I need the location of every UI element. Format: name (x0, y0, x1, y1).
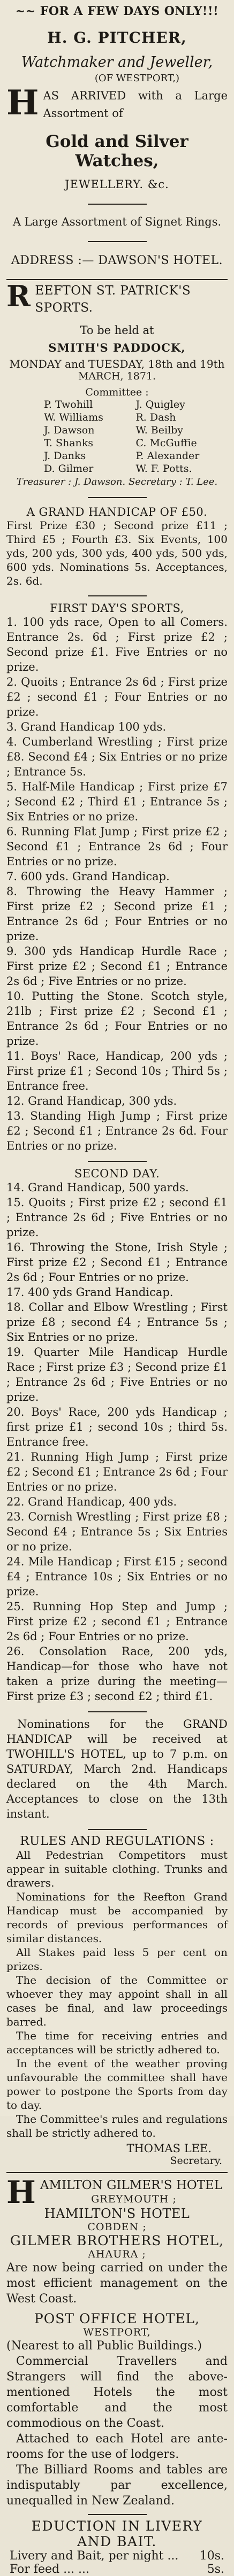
rule-item: The time for receiving entries and acceptances will be strictly adhered to. (6, 2029, 228, 2056)
price-row (6, 2563, 228, 2576)
livery-heading: EDUCTION IN LIVERY (31, 2518, 203, 2534)
price-row (6, 2549, 228, 2563)
committee-member: P. Twohill (44, 399, 93, 410)
jeweller-location: (OF WESTPORT,) (94, 73, 179, 84)
jeweller-name: H. G. PITCHER, (47, 29, 187, 46)
committee-member: P. Alexander (135, 450, 200, 462)
committee-member: W. Williams (44, 412, 103, 423)
event-item: 15. Quoits ; First prize £2 ; second £1 ; Entrance 2s 6d ; Five Entries or no prize. (6, 1196, 228, 1239)
day1-heading: FIRST DAY'S SPORTS, (50, 602, 184, 615)
sports-title-text: EEFTON ST. PATRICK'S SPORTS. (35, 284, 191, 315)
short-divider (88, 241, 147, 242)
price-value: 5s. (207, 2563, 224, 2576)
hotel-location-2: COBDEN ; (87, 2221, 147, 2233)
hotels-advertisement (6, 2174, 228, 2576)
short-divider (88, 2514, 147, 2515)
committee-member: T. Shanks (44, 437, 94, 449)
rule-item: The Committee's rules and regulations shall be strictly adhered to. (6, 2113, 228, 2139)
event-item: 3. Grand Handicap 100 yds. (6, 720, 167, 733)
event-item: 7. 600 yds. Grand Handicap. (6, 870, 170, 883)
rule-item: All Pedestrian Competitors must appear in suitable clothing. Trunks and drawers. (6, 1849, 228, 1889)
event-dates: MONDAY and TUESDAY, 18th and 19th (9, 358, 225, 370)
sports-title (6, 279, 228, 316)
committee-heading: Committee : (85, 386, 149, 398)
committee-member: W. Beilby (135, 424, 184, 436)
event-item: 6. Running Flat Jump ; First prize £2 ; Second £1 ; Entrance 2s 6d ; Four Entries or no prize. (6, 825, 228, 868)
event-item: 26. Consolation Race, 200 yds, Handicap—for those who have not taken a prize during the meeting—First prize £3 ; second £2 ; third £1. (6, 1645, 228, 1703)
event-item: 18. Collar and Elbow Wrestling ; First prize £8 ; second £4 ; Entrance 5s ; Six Entries or no prize. (6, 1301, 228, 1344)
price-label: Livery and Bait, per night ... (10, 2549, 179, 2563)
committee-member: W. F. Potts. (135, 463, 192, 475)
event-item: 9. 300 yds Handicap Hurdle Race ; First prize £2 ; Second £1 ; Entrance 2s 6d ; Five Entries or no prize. (6, 945, 228, 988)
travellers-text: Commercial Travellers and Strangers will find the above-mentioned Hotels the most comfortable and the most commodious on the Coast. (6, 2355, 228, 2430)
event-item: 16. Throwing the Stone, Irish Style ; First prize £2 ; Second £1 ; Entrance 2s 6d ; Four Entries or no prize. (6, 1241, 228, 1284)
pitcher-advertisement (6, 4, 228, 267)
event-item: 5. Half-Mile Handicap ; First prize £7 ; Second £2 ; Third £1 ; Entrance 5s ; Six Entries or no prize. (6, 780, 228, 823)
treasurer-secretary: Treasurer : J. Dawson. Secretary : T. Lee. (16, 476, 218, 487)
committee-member: R. Dash (135, 412, 176, 423)
event-item: 4. Cumberland Wrestling ; First prize £8. Second £4 ; Six Entries or no prize ; Entrance 5s. (6, 735, 228, 778)
venue: SMITH'S PADDOCK, (48, 341, 186, 354)
rule-item: The decision of the Committee or whoever they may appoint shall in all cases be final, and law proceedings barred. (6, 1974, 228, 2028)
committee-member: D. Gilmer (44, 463, 94, 475)
rules-list (6, 1848, 228, 2140)
nominations-notice: Nominations for the GRAND HANDICAP will be received at TWOHILL'S HOTEL, up to 7 p.m. on SATURDAY, March 2nd. Handicaps declared on the 4th March. Acceptances to close on the 13th instant. (6, 1718, 228, 1820)
event-item: 21. Running High Jump ; First prize £2 ; Second £1 ; Entrance 2s 6d ; Four Entries or no prize. (6, 1450, 228, 1493)
jewellery-line: JEWELLERY. &c. (65, 178, 169, 191)
rule-item: In the event of the weather proving unfavourable the committee shall have power to postpone the Sports from day to day. (6, 2057, 228, 2112)
drop-capital: R (6, 279, 31, 313)
day1-events (6, 615, 228, 1153)
handicap-heading: A GRAND HANDICAP OF £50. (26, 506, 208, 518)
signature: THOMAS LEE. (126, 2142, 212, 2155)
committee-list (6, 398, 228, 475)
price-value: 10s. (199, 2549, 224, 2563)
event-item: 10. Putting the Stone. Scotch style, 21lb ; First prize £2 ; Second £1 ; Entrance 2s 6d ; Four Entries or no prize. (6, 990, 228, 1048)
event-item: 14. Grand Handicap, 500 yards. (6, 1181, 189, 1194)
event-item: 19. Quarter Mile Handicap Hurdle Race ; First prize £3 ; Second prize £1 ; Entrance 2s 6d ; Five Entries or no prize. (6, 1346, 228, 1403)
hotel-line3: HAMILTON'S HOTEL (44, 2206, 190, 2221)
short-divider (88, 595, 147, 596)
post-office-hotel: POST OFFICE HOTEL, (34, 2311, 200, 2326)
price-label: For feed ... ... (10, 2563, 90, 2576)
hotel-management-text: Are now being carried on under the most efficient management on the West Coast. (6, 2261, 228, 2306)
short-divider (88, 1829, 147, 1830)
watches-heading: Gold and Silver Watches, (46, 132, 188, 170)
event-item: 17. 400 yds Grand Handicap. (6, 1286, 173, 1299)
signature-title: Secretary. (170, 2155, 222, 2167)
address-line: ADDRESS :— DAWSON'S HOTEL. (11, 254, 223, 267)
event-item: 12. Grand Handicap, 300 yds. (6, 1095, 177, 1107)
drop-capital: H (6, 2174, 36, 2210)
billiard-text: The Billiard Rooms and tables are indisputably par excellence, unequalled in New Zealand. (6, 2463, 228, 2508)
hotel-line1: AMILTON GILMER'S HOTEL (40, 2178, 223, 2192)
rule-item: Nominations for the Reefton Grand Handicap must be accompanied by records of previous performances of similar distances. (6, 1890, 228, 1945)
sports-advertisement (6, 279, 228, 2167)
hotel-location-1: GREYMOUTH ; (91, 2193, 177, 2205)
hotel-location-3: AHAURA ; (88, 2248, 146, 2260)
day2-heading: SECOND DAY. (74, 1167, 160, 1180)
price-list (6, 2549, 228, 2576)
event-item: 1. 100 yds race, Open to all Comers. Entrance 2s. 6d ; First prize £2 ; Second prize £1. Five Entries or no prize. (6, 616, 228, 673)
ad-header: ~~ FOR A FEW DAYS ONLY!!! (15, 4, 219, 18)
event-item: 22. Grand Handicap, 400 yds. (6, 1495, 177, 1508)
committee-member: J. Dawson (44, 424, 95, 436)
event-item: 2. Quoits ; Entrance 2s 6d ; First prize £2 ; second £1 ; Four Entries or no prize. (6, 676, 228, 718)
event-item: 25. Running Hop Step and Jump ; First prize £2 ; second £1 ; Entrance 2s 6d ; Four Entries or no prize. (6, 1600, 228, 1643)
held-at: To be held at (80, 324, 154, 337)
short-divider (88, 1161, 147, 1162)
hotel-line5: GILMER BROTHERS HOTEL, (10, 2233, 224, 2248)
day2-events (6, 1180, 228, 1704)
committee-member: C. McGuffie (135, 437, 197, 449)
rules-heading: RULES AND REGULATIONS : (20, 1834, 214, 1848)
committee-member: J. Danks (44, 450, 86, 462)
short-divider (88, 1711, 147, 1712)
event-item: 11. Boys' Race, Handicap, 200 yds ; First prize £1 ; Second 10s ; Third 5s ; Entrance free. (6, 1050, 228, 1092)
section-divider (6, 2172, 228, 2173)
jeweller-trade: Watchmaker and Jeweller, (21, 54, 213, 71)
handicap-prizes: First Prize £30 ; Second prize £11 ; Third £5 ; Fourth £3. Six Events, 100 yds, 200 yds, 300 yds, 400 yds, 500 yds, 600 yds. Nominations 5s. Acceptances, 2s. 6d. (6, 519, 228, 587)
section-divider (6, 279, 228, 280)
arrival-notice (6, 83, 228, 123)
arrival-text: AS ARRIVED with a Large Assortment of (43, 89, 228, 120)
signet-rings-line: A Large Assortment of Signet Rings. (12, 215, 222, 228)
event-item: 20. Boys' Race, 200 yds Handicap ; first prize £1 ; second 10s ; third 5s. Entrance free. (6, 1406, 228, 1448)
bait-heading: AND BAIT. (77, 2534, 157, 2549)
drop-capital: H (6, 83, 39, 123)
event-item: 23. Cornish Wrestling ; First prize £8 ; Second £4 ; Entrance 5s ; Six Entries or no prize. (6, 1510, 228, 1553)
rule-item: All Stakes paid less 5 per cent on prizes. (6, 1946, 228, 1973)
short-divider (88, 497, 147, 498)
event-item: 8. Throwing the Heavy Hammer ; First prize £2 ; Second prize £1 ; Entrance 2s 6d ; Four Entries or no prize. (6, 885, 228, 943)
event-month: MARCH, 1871. (78, 370, 156, 382)
event-item: 24. Mile Handicap ; First £15 ; second £4 ; Entrance 10s ; Six Entries or no prize. (6, 1555, 228, 1598)
event-item: 13. Standing High Jump ; First prize £2 ; Second £1 ; Entrance 2s 6d. Four Entries or no prize. (6, 1109, 228, 1152)
committee-member: J. Quigley (135, 399, 185, 410)
short-divider (88, 204, 147, 205)
ante-rooms-text: Attached to each Hotel are ante-rooms for the use of lodgers. (6, 2432, 228, 2461)
nearest-note: (Nearest to all Public Buildings.) (6, 2339, 202, 2353)
westport: WESTPORT, (83, 2326, 151, 2338)
